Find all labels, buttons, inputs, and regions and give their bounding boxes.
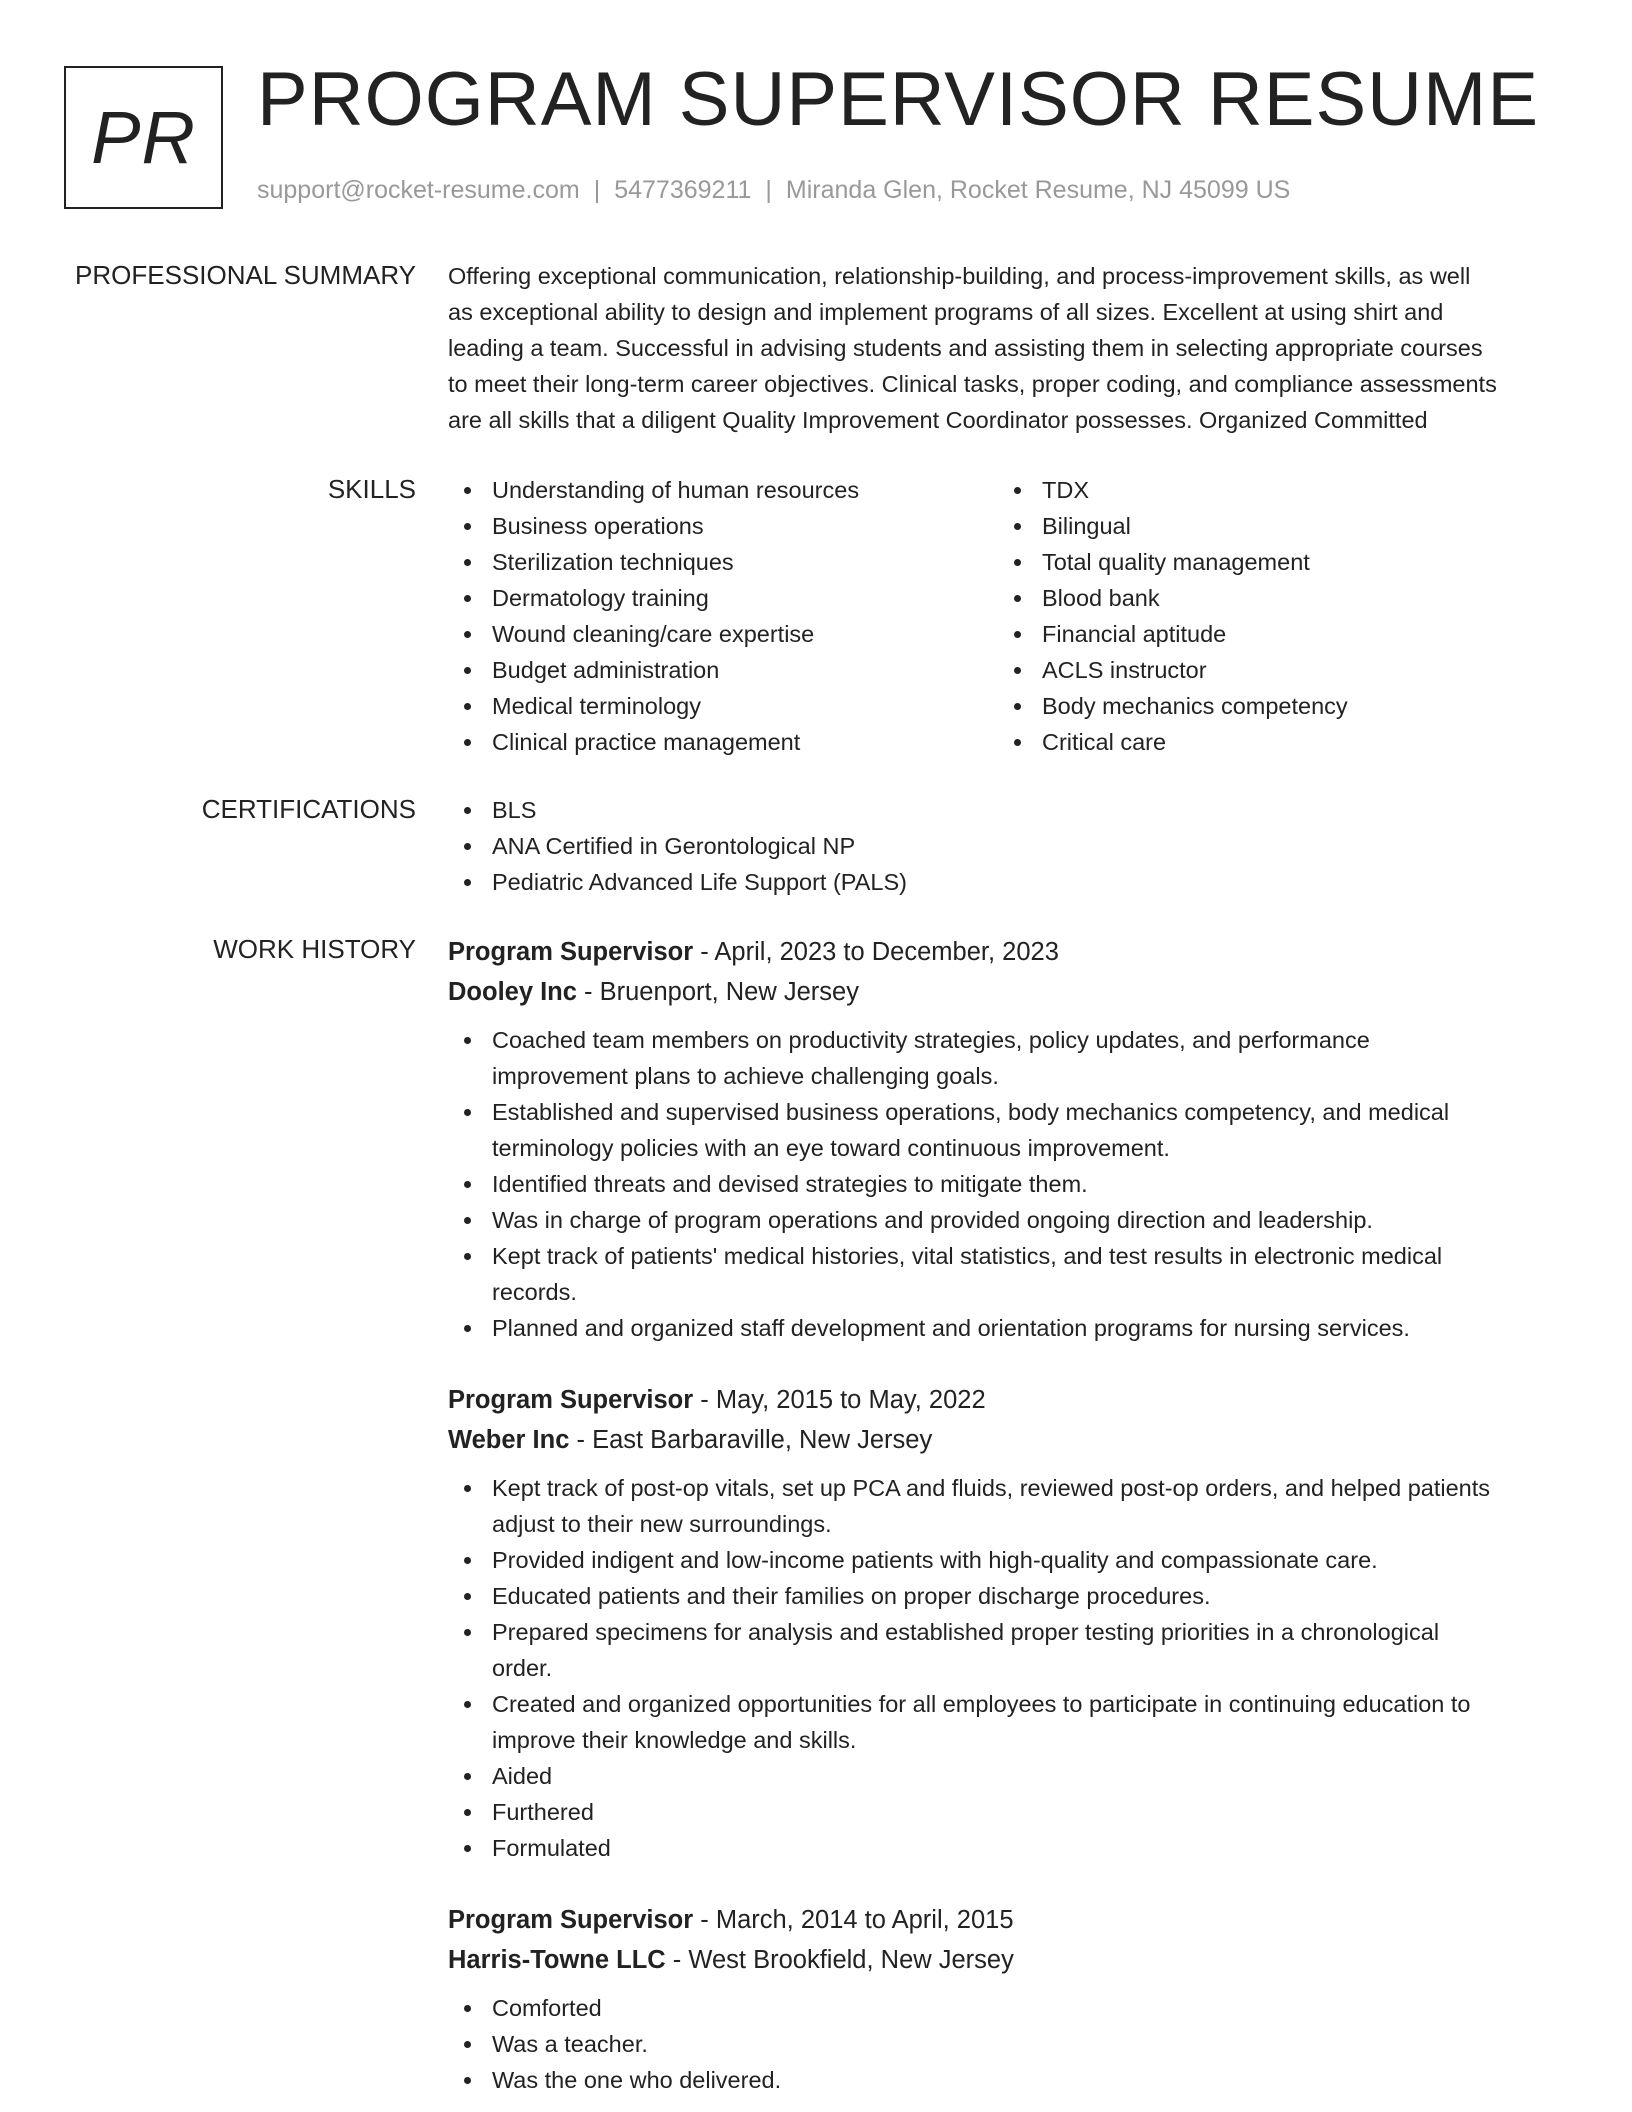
- certifications-list: [448, 792, 1568, 900]
- job-location: - East Barbaraville, New Jersey: [569, 1426, 933, 1454]
- job-company: Dooley Inc: [448, 978, 577, 1006]
- job-duties-list: [448, 1470, 1568, 1866]
- certification-item: Pediatric Advanced Life Support (PALS): [448, 864, 1568, 900]
- monogram-initials: PR: [64, 66, 223, 209]
- contact-address: Miranda Glen, Rocket Resume, NJ 45099 US: [785, 176, 1291, 204]
- job-duty: [448, 1470, 1568, 1542]
- contact-separator: |: [593, 176, 601, 204]
- job-dates: - May, 2015 to May, 2022: [693, 1386, 986, 1414]
- skills-list-left: [448, 472, 998, 760]
- skills-columns: [448, 472, 1568, 760]
- certification-item: ANA Certified in Gerontological NP: [448, 828, 1568, 864]
- skill-item: Total quality management: [998, 544, 1548, 580]
- page-title: PROGRAM SUPERVISOR RESUME: [257, 57, 1540, 142]
- job-duties-list: [448, 1022, 1568, 1346]
- contact-separator: |: [765, 176, 772, 204]
- skill-item: Budget administration: [448, 652, 998, 688]
- skill-item: Understanding of human resources: [448, 472, 998, 508]
- duty-line: adjust to their new surroundings.: [492, 1511, 832, 1537]
- job-duty: Was in charge of program operations and provided ongoing direction and leadership.: [448, 1202, 1568, 1238]
- job-title-line: [448, 1380, 1568, 1420]
- duty-line: Coached team members on productivity strategies, policy updates, and performance: [492, 1027, 1370, 1053]
- job-duty: Provided indigent and low-income patients with high-quality and compassionate care.: [448, 1542, 1568, 1578]
- certifications-body: [448, 792, 1568, 900]
- job-duty: Educated patients and their families on proper discharge procedures.: [448, 1578, 1568, 1614]
- job-entry: [448, 1380, 1568, 1866]
- job-duties-list: [448, 1990, 1568, 2098]
- summary-line: to meet their long-term career objectives. Clinical tasks, proper coding, and compliance assessments: [448, 371, 1497, 397]
- skill-item: Critical care: [998, 724, 1548, 760]
- skill-item: ACLS instructor: [998, 652, 1548, 688]
- job-company: Harris-Towne LLC: [448, 1946, 666, 1974]
- skill-item: Clinical practice management: [448, 724, 998, 760]
- skill-item: Sterilization techniques: [448, 544, 998, 580]
- job-entry: [448, 1900, 1568, 2098]
- job-duty: [448, 1022, 1568, 1094]
- duty-line: records.: [492, 1279, 577, 1305]
- skills-heading: SKILLS: [327, 474, 416, 504]
- job-duty: Furthered: [448, 1794, 1568, 1830]
- job-location: - West Brookfield, New Jersey: [665, 1946, 1014, 1974]
- certifications-heading: CERTIFICATIONS: [201, 794, 416, 824]
- duty-line: improvement plans to achieve challenging goals.: [492, 1063, 999, 1089]
- skill-item: Business operations: [448, 508, 998, 544]
- job-duty: Formulated: [448, 1830, 1568, 1866]
- job-title-line: [448, 1900, 1568, 1940]
- skill-item: Financial aptitude: [998, 616, 1548, 652]
- skill-item: Blood bank: [998, 580, 1548, 616]
- skill-item: Medical terminology: [448, 688, 998, 724]
- duty-line: order.: [492, 1655, 553, 1681]
- duty-line: Kept track of patients' medical histories, vital statistics, and test results in electronic medical: [492, 1243, 1443, 1269]
- job-title: Program Supervisor: [448, 1386, 694, 1414]
- job-company-line: [448, 972, 1568, 1012]
- summary-line: are all skills that a diligent Quality Improvement Coordinator possesses. Organized Committed: [448, 407, 1428, 433]
- contact-phone: 5477369211: [614, 176, 752, 204]
- job-company-line: [448, 1420, 1568, 1460]
- duty-line: improve their knowledge and skills.: [492, 1727, 857, 1753]
- work-history-heading: WORK HISTORY: [213, 934, 416, 964]
- work-history-body: [448, 932, 1568, 2098]
- job-duty: Planned and organized staff development and orientation programs for nursing services.: [448, 1310, 1568, 1346]
- skills-list-right: [998, 472, 1548, 760]
- job-dates: - April, 2023 to December, 2023: [693, 938, 1059, 966]
- job-title: Program Supervisor: [448, 938, 694, 966]
- certification-item: BLS: [448, 792, 1568, 828]
- skill-item: Bilingual: [998, 508, 1548, 544]
- job-duty: [448, 1614, 1568, 1686]
- duty-line: Prepared specimens for analysis and established proper testing priorities in a chronological: [492, 1619, 1440, 1645]
- job-title-line: [448, 932, 1568, 972]
- skill-item: Wound cleaning/care expertise: [448, 616, 998, 652]
- duty-line: terminology policies with an eye toward continuous improvement.: [492, 1135, 1170, 1161]
- job-duty: Was the one who delivered.: [448, 2062, 1568, 2098]
- job-duty: [448, 1238, 1568, 1310]
- job-duty: Was a teacher.: [448, 2026, 1568, 2062]
- job-company: Weber Inc: [448, 1426, 570, 1454]
- job-duty: Comforted: [448, 1990, 1568, 2026]
- summary-line: leading a team. Successful in advising students and assisting them in selecting appropriate courses: [448, 335, 1483, 361]
- duty-line: Established and supervised business operations, body mechanics competency, and medical: [492, 1099, 1450, 1125]
- summary-text: [448, 258, 1568, 438]
- duty-line: Created and organized opportunities for all employees to participate in continuing education to: [492, 1691, 1471, 1717]
- job-duty: Aided: [448, 1758, 1568, 1794]
- duty-line: Kept track of post-op vitals, set up PCA and fluids, reviewed post-op orders, and helped patients: [492, 1475, 1491, 1501]
- job-entry: [448, 932, 1568, 1346]
- skill-item: TDX: [998, 472, 1548, 508]
- summary-heading: PROFESSIONAL SUMMARY: [75, 260, 416, 290]
- job-duty: [448, 1686, 1568, 1758]
- job-duty: [448, 1094, 1568, 1166]
- summary-line: as exceptional ability to design and implement programs of all sizes. Excellent at using shirt and: [448, 299, 1444, 325]
- summary-line: Offering exceptional communication, relationship-building, and process-improvement skills, as well: [448, 263, 1471, 289]
- skill-item: Dermatology training: [448, 580, 998, 616]
- contact-email: support@rocket-resume.com: [257, 176, 580, 204]
- contact-line: [257, 176, 1290, 205]
- job-dates: - March, 2014 to April, 2015: [693, 1906, 1014, 1934]
- job-title: Program Supervisor: [448, 1906, 694, 1934]
- job-duty: Identified threats and devised strategies to mitigate them.: [448, 1166, 1568, 1202]
- skill-item: Body mechanics competency: [998, 688, 1548, 724]
- job-location: - Bruenport, New Jersey: [576, 978, 859, 1006]
- job-company-line: [448, 1940, 1568, 1980]
